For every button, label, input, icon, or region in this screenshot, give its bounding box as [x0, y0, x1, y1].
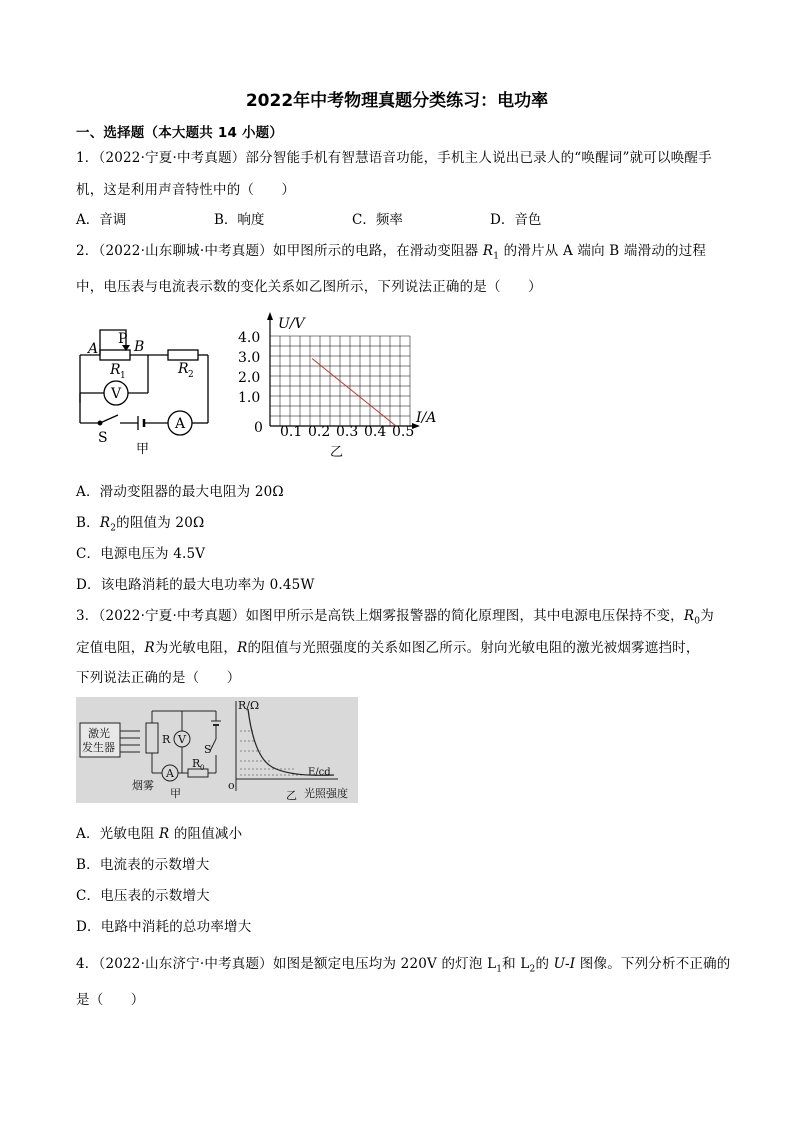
fig-smoke-label: 烟雾 [132, 779, 154, 792]
fig-r-label: R [162, 733, 171, 746]
q2-line1-text-b: 的滑片从 A 端向 B 端滑动的过程 [499, 243, 707, 259]
q4-l1-sub: 1 [496, 964, 503, 975]
page-title: 2022年中考物理真题分类练习：电功率 [245, 91, 549, 111]
q3-line1 [76, 604, 714, 627]
r2-resistor [168, 350, 198, 360]
q2-line2: 中，电压表与电流表示数的变化关系如乙图所示，下列说法正确的是（ ） [76, 279, 542, 295]
graph-y-label: U/V [278, 316, 305, 332]
q3-line2 [76, 636, 700, 656]
q3-line3: 下列说法正确的是（ ） [76, 670, 241, 686]
q2-option-b[interactable] [76, 511, 204, 534]
q1-option-c[interactable]: C．频率 [352, 212, 403, 228]
fig-s-label: S [204, 743, 212, 756]
q4-line1-text-c: 图像。下列分析不正确的 [575, 956, 731, 972]
q4-line1 [76, 952, 731, 975]
q2-option-b-rest: 的阻值为 20Ω [116, 515, 205, 531]
x-tick-label: 0.5 [392, 424, 415, 440]
fig-caption-left: 甲 [170, 787, 181, 800]
q1-line2: 机，这是利用声音特性中的（ ） [76, 182, 296, 198]
q4-mid-text: 和 L [502, 956, 530, 972]
circuit-label-a: A [88, 341, 99, 357]
q2-option-a[interactable]: A．滑动变阻器的最大电阻为 20Ω [76, 484, 284, 500]
q2-circuit-diagram [76, 325, 216, 465]
fig-r0-sub: 0 [200, 764, 205, 772]
q1-option-b[interactable]: B．响度 [214, 212, 265, 228]
fig-v-label: V [178, 733, 186, 746]
fig-x-caption: 光照强度 [304, 787, 348, 800]
q3-line1-text: 3．（2022·宁夏·中考真题）如图甲所示是高铁上烟雾报警器的简化原理图，其中电源电压保持不变， [76, 608, 684, 624]
q3-option-a-var: R [158, 826, 170, 842]
q3-option-c[interactable]: C．电压表的示数增大 [76, 888, 210, 904]
ammeter-label: A [175, 416, 186, 432]
x-tick-label: 0.3 [336, 424, 359, 440]
q4-line1-text: 4．（2022·山东济宁·中考真题）如图是额定电压均为 220V 的灯泡 L [76, 956, 497, 972]
x-tick-label: 0.4 [364, 424, 387, 440]
y-tick-label: 4.0 [238, 330, 261, 346]
circuit-label-r1: R [110, 362, 121, 378]
q2-r-var: R [482, 243, 494, 259]
q3-option-a-rest: 的阻值减小 [169, 826, 243, 842]
q3-r-var-2: R [237, 640, 248, 656]
q3-option-a[interactable] [76, 822, 242, 842]
q2-line1 [76, 239, 706, 262]
q4-ui-var: U-I [553, 956, 576, 972]
voltmeter-label: V [111, 386, 122, 402]
fig-y-label: R/Ω [238, 699, 260, 712]
q3-option-d[interactable]: D．电路中消耗的总功率增大 [76, 919, 252, 935]
q2-ui-graph [236, 308, 446, 460]
q2-option-b-sub: 2 [110, 523, 117, 534]
circuit-label-r2: R [178, 361, 189, 377]
q1-line1: 1．（2022·宁夏·中考真题）部分智能手机有智慧语音功能，手机主人说出已录人的“唤醒词”就可以唤醒手 [76, 150, 712, 166]
fig-caption-right: 乙 [286, 789, 297, 802]
q2-option-b-prefix: B． [76, 515, 100, 531]
q3-option-b[interactable]: B．电流表的示数增大 [76, 857, 210, 873]
fig-x-label: E/cd [308, 767, 331, 778]
q4-line1-text-b: 的 [535, 956, 554, 972]
q3-line2-c: 的阻值与光照强度的关系如图乙所示。射向光敏电阻的激光被烟雾遮挡时， [247, 640, 700, 656]
q2-line1-text: 2．（2022·山东聊城·中考真题）如甲图所示的电路，在滑动变阻器 [76, 243, 483, 259]
fig-laser-label-1: 激光 [88, 727, 110, 740]
graph-origin: 0 [254, 420, 263, 436]
q3-option-a-prefix: A．光敏电阻 [76, 826, 159, 842]
circuit-label-r2-sub: 2 [188, 370, 194, 380]
q3-r0-var: R [683, 608, 695, 624]
q2-r-sub: 1 [493, 251, 500, 262]
q3-r-var: R [144, 640, 155, 656]
fig-laser-label-2: 发生器 [82, 741, 115, 754]
q3-line2-b: 为光敏电阻， [154, 640, 238, 656]
q2-option-c[interactable]: C．电源电压为 4.5V [76, 546, 206, 562]
q3-line1-text-b: 为 [700, 608, 714, 624]
q2-option-d[interactable]: D．该电路消耗的最大电功率为 0.45W [76, 577, 315, 593]
fig-ammeter-label: A [166, 767, 174, 780]
r1-resistor [100, 350, 130, 360]
section-heading: 一、选择题（本大题共 14 小题） [76, 125, 284, 141]
circuit-label-p: P [118, 331, 128, 347]
y-tick-label: 1.0 [238, 390, 261, 406]
graph-x-label: I/A [416, 410, 437, 426]
circuit-label-r1-sub: 1 [120, 371, 126, 381]
q4-line2: 是（ ） [76, 992, 145, 1008]
fig-r0-label: R [192, 757, 201, 770]
q2-option-b-var: R [99, 515, 111, 531]
q1-option-a[interactable]: A．音调 [76, 212, 127, 228]
q3-r0-sub: 0 [694, 616, 701, 627]
circuit-caption: 甲 [136, 442, 150, 457]
x-tick-label: 0.1 [280, 424, 303, 440]
q4-l2-sub: 2 [529, 964, 536, 975]
q3-line2-a: 定值电阻， [76, 640, 145, 656]
y-tick-label: 3.0 [238, 350, 261, 366]
graph-caption: 乙 [330, 445, 344, 460]
q3-scanned-figure [76, 697, 358, 803]
fig-origin: o [228, 779, 235, 792]
y-tick-label: 2.0 [238, 370, 261, 386]
switch-label: S [98, 430, 108, 446]
q1-option-d[interactable]: D．音色 [490, 212, 542, 228]
x-tick-label: 0.2 [308, 424, 331, 440]
circuit-label-b: B [134, 339, 145, 355]
